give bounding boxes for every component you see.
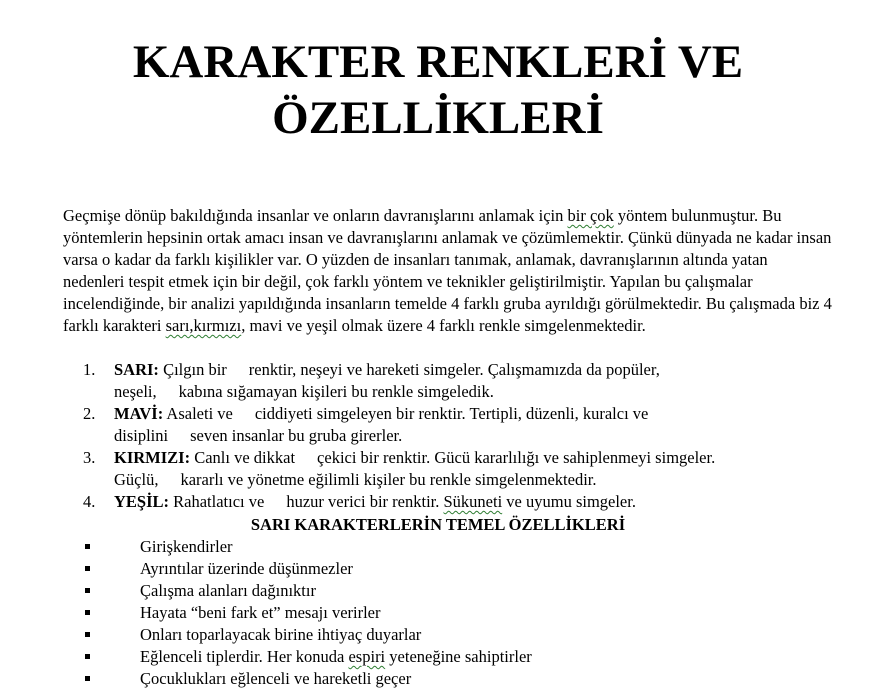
document-title bbox=[0, 34, 876, 146]
section-heading: SARI KARAKTERLERİN TEMEL ÖZELLİKLERİ bbox=[250, 515, 626, 534]
color-item-yellow: 1. SARI: Çılgın bir renktir, neşeyi ve hareketi simgeler. Çalışmamızda da popüler, neşeli, kabına sığamayan kişileri bu renkle simgeledik. bbox=[83, 360, 660, 401]
color-name: MAVİ: bbox=[114, 404, 164, 423]
list-item: Hayata “beni fark et” mesajı verirler bbox=[63, 602, 823, 624]
spelling-flag: bir çok bbox=[567, 206, 614, 225]
spelling-flag: sarı,kırmızı bbox=[165, 316, 242, 335]
intro-paragraph: Geçmişe dönüp bakıldığında insanlar ve onların davranışlarını anlamak için bir çok yöntem bulunmuştur. Bu yöntemlerin hepsinin ortak amacı insan ve davranışlarını anlamak ve çözümlemektir. Çünkü dünyada ne kadar insan varsa o kadar da farklı kişilikler var. O yüzden de insanları tanımak, anlamak, davranışlarının altında yatan nedenleri tespit etmek için bir değil, çok farklı yöntem ve teknikler geliştirilmiştir. Yapılan bu çalışmalar incelendiğinde, bir analizi yapıldığında insanların temelde 4 farklı gruba ayrıldığı görülmektedir. Bu çalışmada biz 4 farklı karakteri sarı,kırmızı, mavi ve yeşil olmak üzere 4 farklı renkle simgelenmektedir. bbox=[63, 206, 832, 335]
square-bullet-icon bbox=[85, 610, 90, 615]
list-item: Eğlenceli tiplerdir. Her konuda espiri yeteneğine sahiptirler bbox=[63, 646, 823, 668]
list-item: Onları toparlayacak birine ihtiyaç duyarlar bbox=[63, 624, 823, 646]
list-number: 1. bbox=[83, 360, 96, 379]
list-number: 2. bbox=[83, 404, 96, 423]
color-name: YEŞİL: bbox=[114, 492, 170, 511]
color-name: SARI: bbox=[114, 360, 159, 379]
trait-list bbox=[63, 536, 823, 690]
list-item: Ayrıntılar üzerinde düşünmezler bbox=[63, 558, 823, 580]
list-number: 3. bbox=[83, 448, 96, 467]
title-line-1: KARAKTER RENKLERİ VE bbox=[132, 36, 744, 88]
color-item-blue: 2. MAVİ: Asaleti ve ciddiyeti simgeleyen bir renktir. Tertipli, düzenli, kuralcı ve disiplini seven insanlar bu gruba girerler. bbox=[83, 404, 649, 445]
spelling-flag: espiri bbox=[348, 647, 386, 666]
square-bullet-icon bbox=[85, 566, 90, 571]
square-bullet-icon bbox=[85, 588, 90, 593]
square-bullet-icon bbox=[85, 676, 90, 681]
title-line-2: ÖZELLİKLERİ bbox=[272, 92, 604, 144]
color-item-green: 4. YEŞİL: Rahatlatıcı ve huzur verici bir renktir. Sükuneti ve uyumu simgeler. bbox=[83, 492, 636, 511]
color-name: KIRMIZI: bbox=[114, 448, 191, 467]
color-item-red: 3. KIRMIZI: Canlı ve dikkat çekici bir renktir. Gücü kararlılığı ve sahiplenmeyi simgeler. Güçlü, kararlı ve yönetme eğilimli kişiler bu renkle simgelenmektedir. bbox=[83, 448, 716, 489]
square-bullet-icon bbox=[85, 654, 90, 659]
list-item: Çocuklukları eğlenceli ve hareketli geçer bbox=[63, 668, 823, 690]
square-bullet-icon bbox=[85, 544, 90, 549]
spelling-flag: Sükuneti bbox=[443, 492, 503, 511]
list-item: Çalışma alanları dağınıktır bbox=[63, 580, 823, 602]
list-item: Girişkendirler bbox=[63, 536, 823, 558]
color-list bbox=[63, 359, 843, 513]
list-number: 4. bbox=[83, 492, 96, 511]
square-bullet-icon bbox=[85, 632, 90, 637]
